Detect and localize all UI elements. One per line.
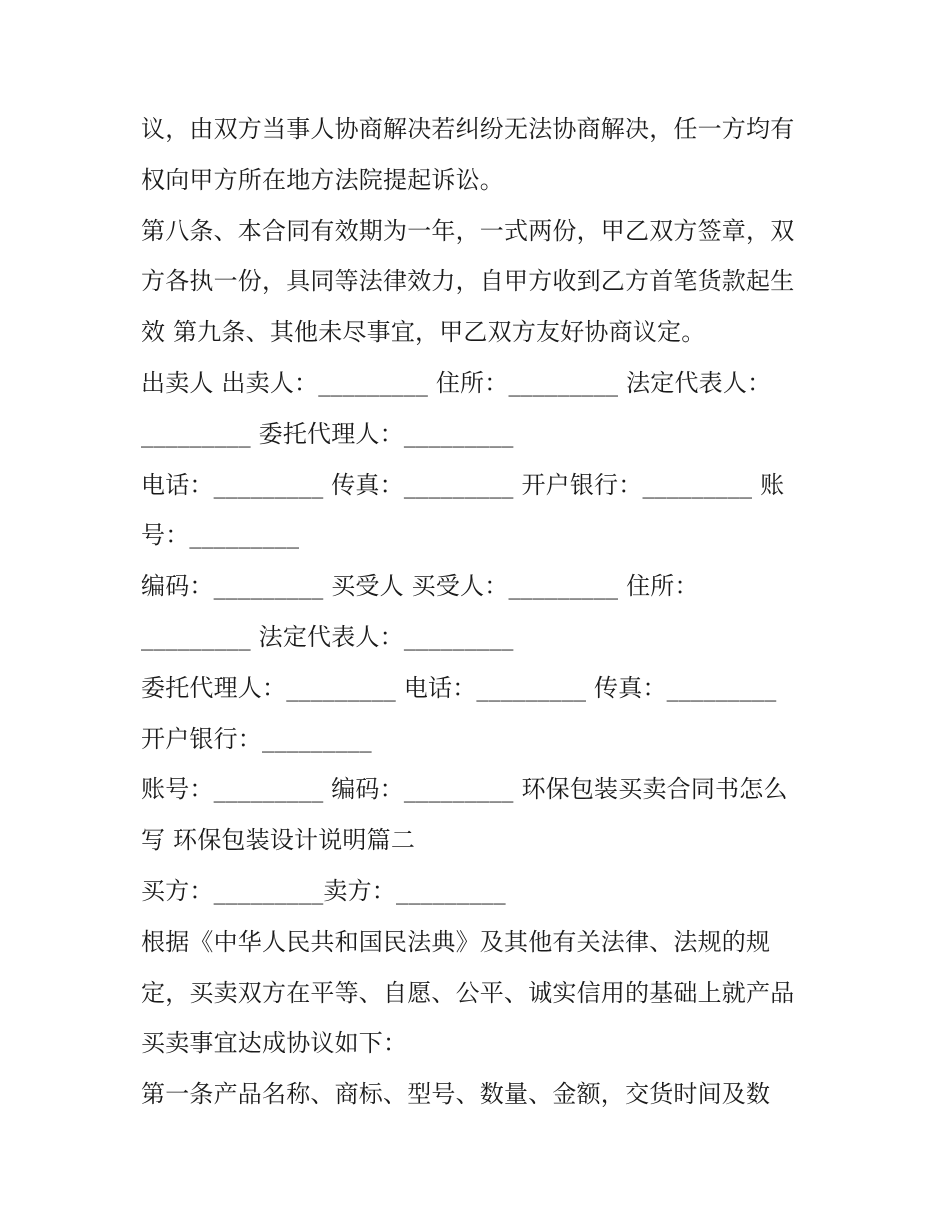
text-line: 方各执一份，具同等法律效力，自甲方收到乙方首笔货款起生	[141, 267, 795, 296]
text-line: 第一条产品名称、商标、型号、数量、金额，交货时间及数	[141, 1080, 771, 1109]
text-line: 买方：_________卖方：_________	[141, 876, 506, 905]
text-line: 账号：_________ 编码：_________ 环保包装买卖合同书怎么	[141, 775, 788, 804]
text-line: _________ 委托代理人：_________	[141, 419, 514, 448]
text-line: _________ 法定代表人：_________	[141, 622, 514, 651]
text-line: 号：_________	[141, 521, 300, 550]
text-line: 效 第九条、其他未尽事宜，甲乙双方友好协商议定。	[141, 318, 706, 347]
text-line: 写 环保包装设计说明篇二	[141, 826, 416, 855]
text-line: 定，买卖双方在平等、自愿、公平、诚实信用的基础上就产品	[141, 978, 795, 1007]
text-line: 出卖人 出卖人：_________ 住所：_________ 法定代表人：	[141, 368, 772, 397]
text-line: 第八条、本合同有效期为一年，一式两份，甲乙双方签章，双	[141, 216, 795, 245]
text-line: 权向甲方所在地方法院提起诉讼。	[141, 165, 504, 194]
document-body	[141, 104, 821, 1120]
text-line: 委托代理人：_________ 电话：_________ 传真：_________	[141, 673, 777, 702]
text-line: 编码：_________ 买受人 买受人：_________ 住所：	[141, 572, 699, 601]
text-line: 议，由双方当事人协商解决若纠纷无法协商解决，任一方均有	[141, 115, 795, 143]
text-line: 开户银行：_________	[141, 724, 372, 753]
text-line: 根据《中华人民共和国民法典》及其他有关法律、法规的规	[141, 927, 771, 956]
text-line: 买卖事宜达成协议如下：	[141, 1029, 408, 1058]
text-line: 电话：_________ 传真：_________ 开户银行：_________ 账	[141, 470, 785, 499]
